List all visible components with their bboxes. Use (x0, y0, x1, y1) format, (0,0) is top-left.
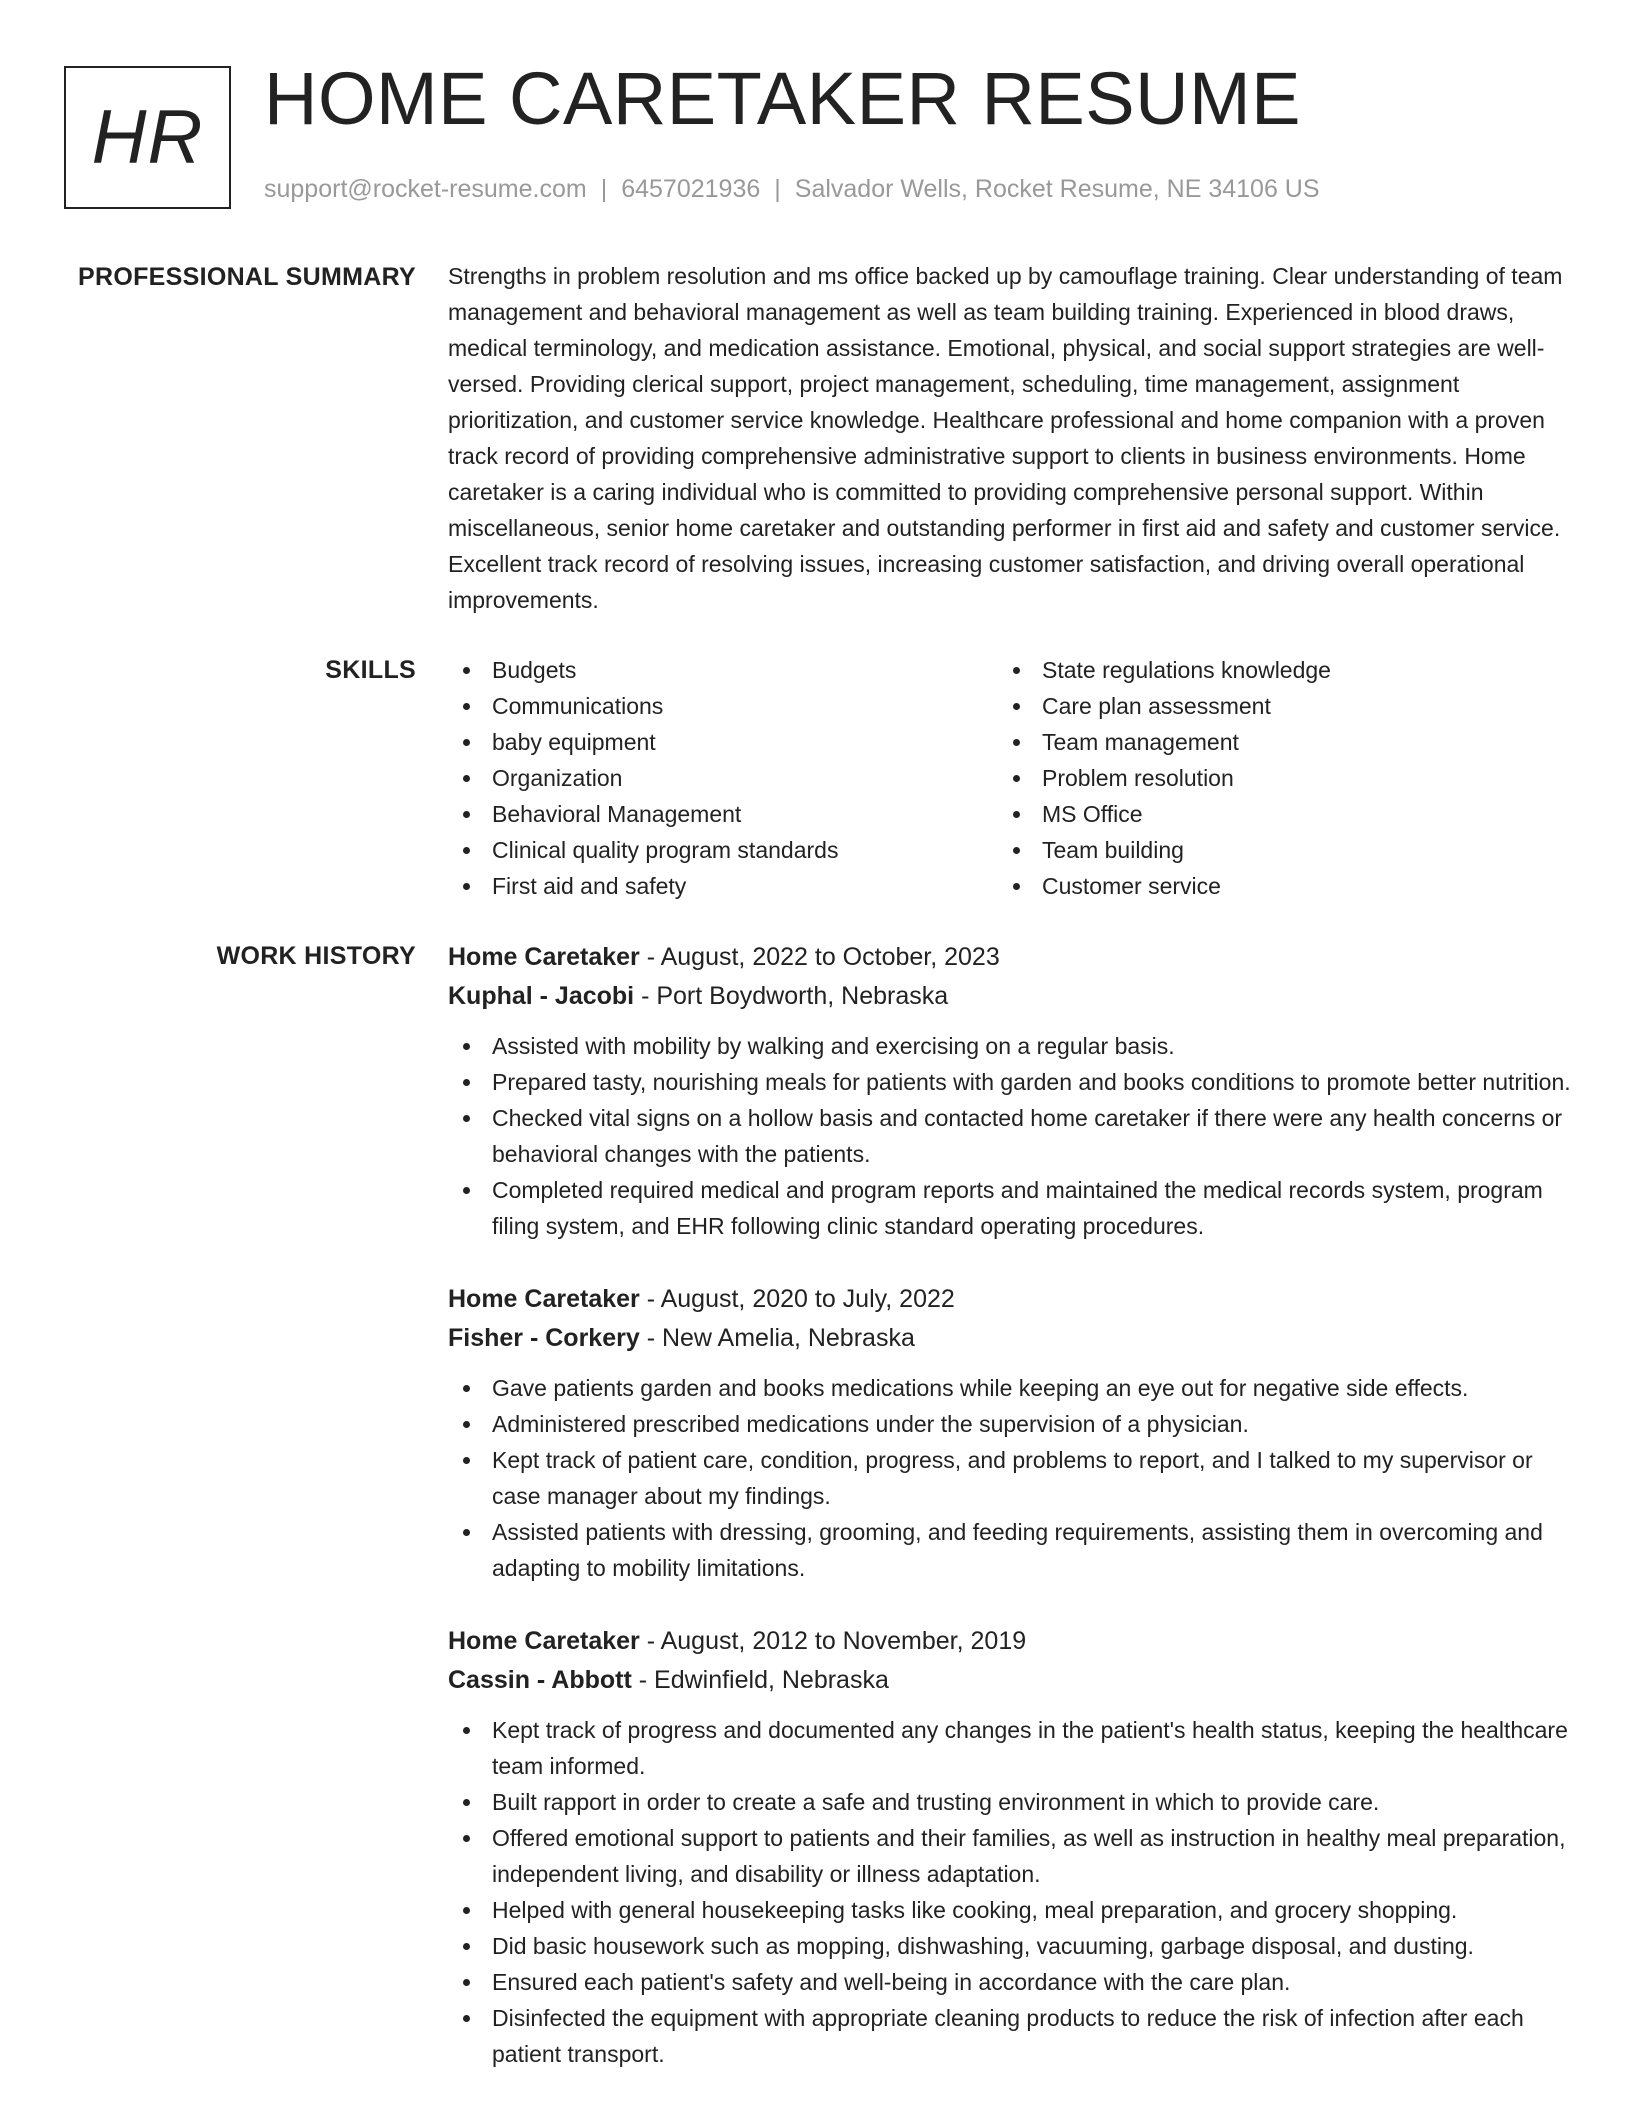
skill-item: baby equipment (448, 724, 998, 760)
job-duty-item: Kept track of progress and documented any changes in the patient's health status, keeping the healthcare team informed. (448, 1712, 1572, 1784)
summary-text: Strengths in problem resolution and ms office backed up by camouflage training. Clear understanding of team management and behavioral management as well as team building training. Experienced in blood draws, medical terminology, and medication assistance. Emotional, physical, and social support strategies are well-versed. Providing clerical support, project management, scheduling, time management, assignment prioritization, and customer service knowledge. Healthcare professional and home companion with a proven track record of providing comprehensive administrative support to clients in business environments. Home caretaker is a caring individual who is committed to providing comprehensive personal support. Within miscellaneous, senior home caretaker and outstanding performer in first aid and safety and customer service. Excellent track record of resolving issues, increasing customer satisfaction, and driving overall operational improvements. (448, 263, 1563, 613)
job-title-line (448, 1622, 1572, 1661)
work-history-body (448, 938, 1572, 2108)
contact-line (264, 174, 1320, 204)
job-company-line (448, 977, 1572, 1016)
job-title-line (448, 938, 1572, 977)
contact-email: support@rocket-resume.com (264, 175, 587, 203)
resume-title: HOME CARETAKER RESUME (264, 57, 1302, 140)
skill-item: Organization (448, 760, 998, 796)
job-duty-item: Administered prescribed medications under the supervision of a physician. (448, 1406, 1572, 1442)
job-duty-item: Assisted with mobility by walking and exercising on a regular basis. (448, 1028, 1572, 1064)
skill-item: Behavioral Management (448, 796, 998, 832)
job-duty-item: Checked vital signs on a hollow basis and contacted home caretaker if there were any health concerns or behavioral changes with the patients. (448, 1100, 1572, 1172)
skill-item: Customer service (998, 868, 1548, 904)
skill-item: Budgets (448, 652, 998, 688)
skills-list-left (448, 652, 998, 904)
job-entry (448, 938, 1572, 1244)
job-company-line (448, 1319, 1572, 1358)
job-company: Kuphal - Jacobi (448, 982, 635, 1010)
job-location: - New Amelia, Nebraska (639, 1324, 915, 1352)
job-duty-item: Did basic housework such as mopping, dishwashing, vacuuming, garbage disposal, and dusting. (448, 1928, 1572, 1964)
job-entry (448, 1622, 1572, 2072)
job-duties (448, 1028, 1572, 1244)
summary-heading: PROFESSIONAL SUMMARY (78, 263, 416, 291)
job-title: Home Caretaker (448, 1627, 640, 1655)
job-duty-item: Assisted patients with dressing, grooming, and feeding requirements, assisting them in overcoming and adapting to mobility limitations. (448, 1514, 1572, 1586)
job-duty-item: Kept track of patient care, condition, progress, and problems to report, and I talked to my supervisor or case manager about my findings. (448, 1442, 1572, 1514)
job-duty-item: Ensured each patient's safety and well-being in accordance with the care plan. (448, 1964, 1572, 2000)
job-duties (448, 1712, 1572, 2072)
skill-item: Communications (448, 688, 998, 724)
job-company-line (448, 1661, 1572, 1700)
skills-heading: SKILLS (325, 656, 416, 684)
contact-separator: | (774, 175, 781, 203)
work-history-heading: WORK HISTORY (216, 942, 416, 970)
job-title: Home Caretaker (448, 1285, 640, 1313)
job-entry (448, 1280, 1572, 1586)
skills-grid (448, 652, 1572, 904)
job-location: - Port Boydworth, Nebraska (634, 982, 949, 1010)
job-duty-item: Prepared tasty, nourishing meals for patients with garden and books conditions to promote better nutrition. (448, 1064, 1572, 1100)
skill-item: Care plan assessment (998, 688, 1548, 724)
skill-item: Team management (998, 724, 1548, 760)
job-dates: - August, 2022 to October, 2023 (639, 943, 1000, 971)
contact-address: Salvador Wells, Rocket Resume, NE 34106 US (794, 175, 1320, 203)
monogram-box (64, 66, 231, 209)
job-title: Home Caretaker (448, 943, 640, 971)
job-duties (448, 1370, 1572, 1586)
job-dates: - August, 2020 to July, 2022 (639, 1285, 955, 1313)
job-company: Cassin - Abbott (448, 1666, 632, 1694)
job-duty-item: Helped with general housekeeping tasks like cooking, meal preparation, and grocery shopping. (448, 1892, 1572, 1928)
skill-item: Problem resolution (998, 760, 1548, 796)
skill-item: First aid and safety (448, 868, 998, 904)
contact-separator: | (600, 175, 608, 203)
job-dates: - August, 2012 to November, 2019 (639, 1627, 1027, 1655)
job-duty-item: Offered emotional support to patients and their families, as well as instruction in healthy meal preparation, independent living, and disability or illness adaptation. (448, 1820, 1572, 1892)
skill-item: Clinical quality program standards (448, 832, 998, 868)
skills-list-right (998, 652, 1548, 904)
skill-item: State regulations knowledge (998, 652, 1548, 688)
skill-item: Team building (998, 832, 1548, 868)
monogram-initials: HR (91, 94, 204, 180)
job-duty-item: Gave patients garden and books medications while keeping an eye out for negative side effects. (448, 1370, 1572, 1406)
contact-phone: 6457021936 (621, 175, 761, 203)
job-duty-item: Completed required medical and program reports and maintained the medical records system, program filing system, and EHR following clinic standard operating procedures. (448, 1172, 1572, 1244)
skill-item: MS Office (998, 796, 1548, 832)
job-title-line (448, 1280, 1572, 1319)
job-company: Fisher - Corkery (448, 1324, 640, 1352)
job-duty-item: Built rapport in order to create a safe and trusting environment in which to provide care. (448, 1784, 1572, 1820)
job-location: - Edwinfield, Nebraska (631, 1666, 889, 1694)
job-duty-item: Disinfected the equipment with appropriate cleaning products to reduce the risk of infection after each patient transport. (448, 2000, 1572, 2072)
